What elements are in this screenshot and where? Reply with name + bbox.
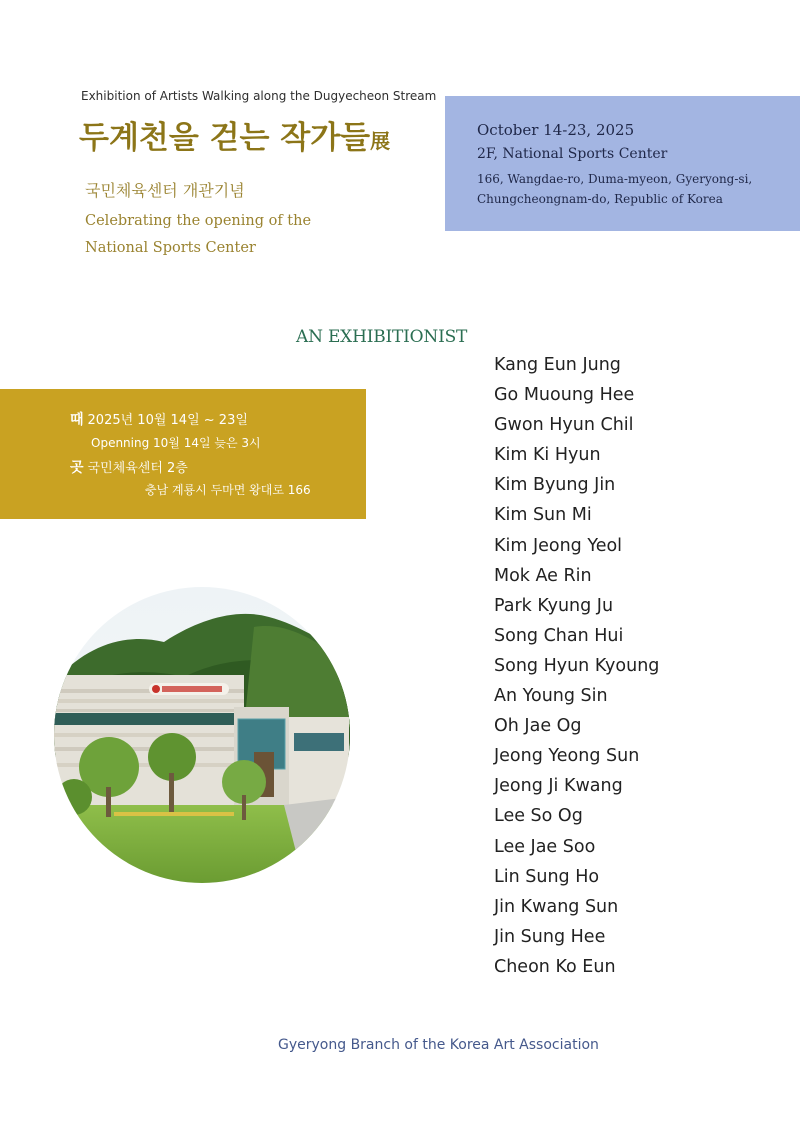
event-date: October 14-23, 2025 [477, 121, 635, 139]
exhibition-title [79, 112, 390, 157]
event-address-line1: 166, Wangdae-ro, Duma-myeon, Gyeryong-si, [477, 172, 753, 186]
event-address-line2: Chungcheongnam-do, Republic of Korea [477, 192, 723, 206]
korean-date-line [70, 409, 248, 429]
artist-list [494, 350, 659, 982]
building-photo-illustration [54, 587, 350, 883]
event-address [477, 169, 752, 209]
artist-name: Lin Sung Ho [494, 866, 600, 887]
korean-info-box [0, 389, 366, 519]
artist-name: Gwon Hyun Chil [494, 415, 634, 436]
date-value: 2025년 10월 14일 ~ 23일 [87, 413, 248, 428]
event-info-box [445, 96, 800, 231]
footer-organizer: Gyeryong Branch of the Korea Art Association [278, 1037, 599, 1053]
artist-name: An Young Sin [494, 686, 608, 707]
place-key: 곳 [70, 460, 84, 476]
artist-name: Jin Kwang Sun [494, 896, 619, 917]
artist-name: Go Muoung Hee [494, 385, 635, 406]
artist-name: Mok Ae Rin [494, 565, 592, 586]
artist-name: Kang Eun Jung [494, 355, 621, 375]
title-korean: 두계천을 걷는 작가들 [79, 120, 371, 156]
artist-name: Jeong Ji Kwang [494, 776, 623, 797]
artist-name: Jeong Yeong Sun [494, 746, 640, 767]
korean-address-line: 충남 계룡시 두마면 왕대로 166 [145, 483, 311, 497]
artist-name: Park Kyung Ju [494, 595, 614, 616]
celebration-english [85, 208, 311, 262]
title-suffix: 展 [370, 129, 391, 153]
artist-name: Lee So Og [494, 806, 583, 827]
artist-name: Song Hyun Kyoung [494, 655, 660, 676]
korean-opening-line: Openning 10월 14일 늦은 3시 [91, 436, 261, 450]
building-photo [54, 587, 350, 883]
exhibitionist-heading: AN EXHIBITIONIST [296, 327, 468, 347]
artist-name: Kim Jeong Yeol [494, 535, 623, 556]
event-venue: 2F, National Sports Center [477, 146, 668, 162]
artist-name: Kim Ki Hyun [494, 445, 601, 466]
date-key: 때 [70, 412, 84, 428]
artist-name: Cheon Ko Eun [494, 956, 616, 977]
artist-name: Kim Byung Jin [494, 475, 616, 496]
exhibition-subtitle-en: Exhibition of Artists Walking along the Dugyecheon Stream [81, 89, 437, 103]
artist-name: Oh Jae Og [494, 716, 582, 737]
place-value: 국민체육센터 2층 [87, 461, 188, 476]
artist-name: Jin Sung Hee [494, 926, 606, 947]
korean-place-line [70, 457, 188, 477]
celebration-english-line2: National Sports Center [85, 240, 256, 256]
artist-name: Kim Sun Mi [494, 505, 592, 526]
celebration-korean: 국민체육센터 개관기념 [85, 181, 245, 200]
artist-name: Song Chan Hui [494, 625, 624, 646]
artist-name: Lee Jae Soo [494, 836, 596, 857]
celebration-english-line1: Celebrating the opening of the [85, 213, 312, 229]
